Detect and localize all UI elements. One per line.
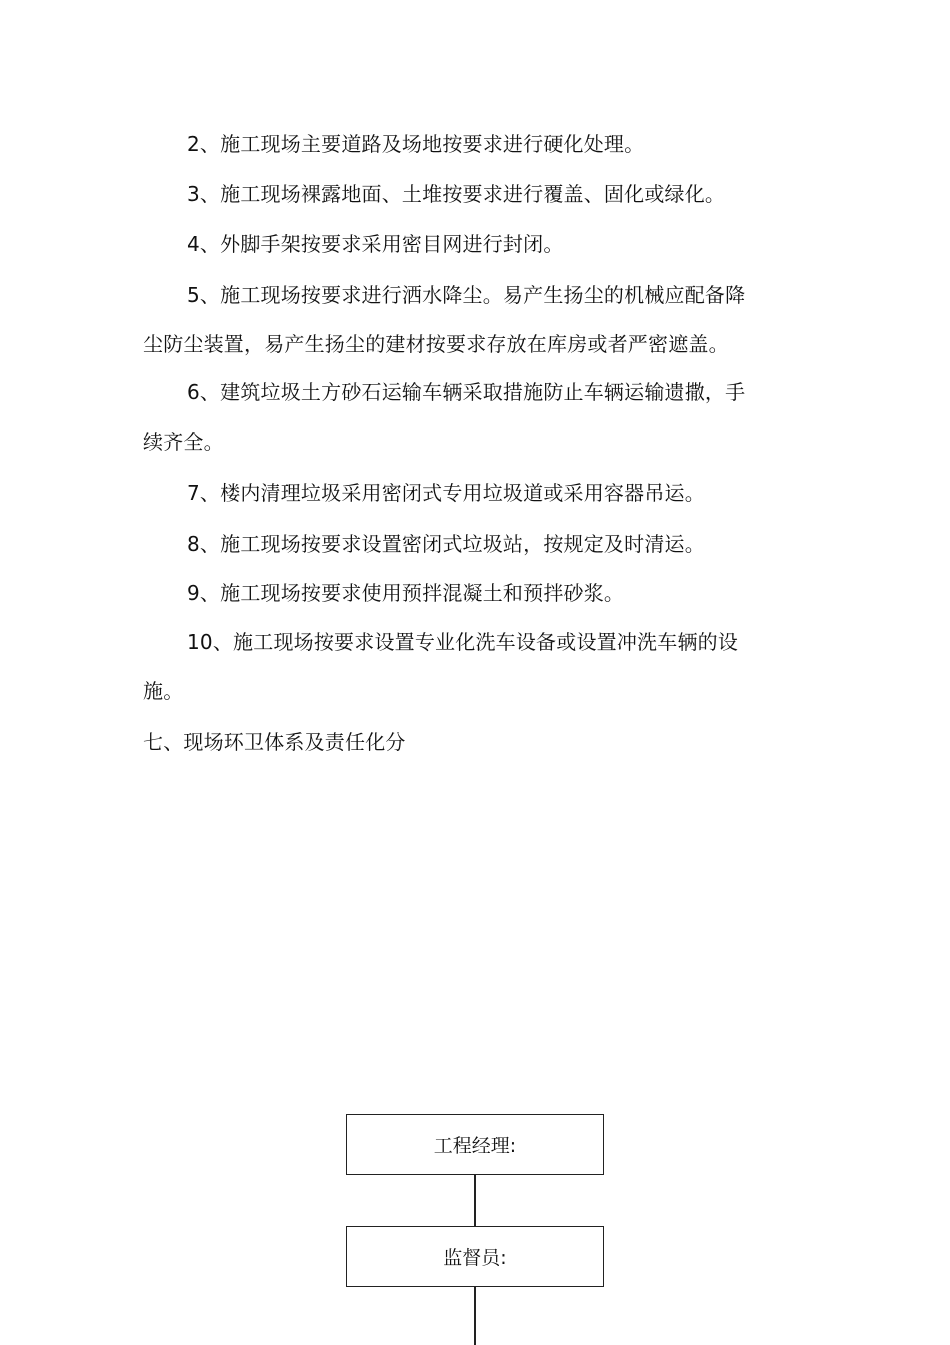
list-item-4: 4、外脚手架按要求采用密目网进行封闭。 [187,232,564,256]
list-item-6-line-2: 续齐全。 [143,430,224,454]
section-heading: 七、现场环卫体系及责任化分 [143,730,406,754]
org-box-label: 工程经理: [433,1135,517,1157]
org-box-project-manager [346,1114,604,1175]
list-item-5-line-1: 5、施工现场按要求进行洒水降尘。易产生扬尘的机械应配备降 [187,283,746,307]
list-item-3: 3、施工现场裸露地面、土堆按要求进行覆盖、固化或绿化。 [187,182,726,206]
list-item-6-line-1: 6、建筑垃圾土方砂石运输车辆采取措施防止车辆运输遗撒，手 [187,380,746,404]
org-box-supervisor [346,1226,604,1287]
org-box-label: 监督员: [443,1247,507,1269]
list-item-8: 8、施工现场按要求设置密闭式垃圾站，按规定及时清运。 [187,532,705,556]
list-item-10-line-1: 10、施工现场按要求设置专业化洗车设备或设置冲洗车辆的设 [187,630,739,654]
list-item-2: 2、施工现场主要道路及场地按要求进行硬化处理。 [187,132,645,156]
list-item-10-line-2: 施。 [143,679,184,703]
org-connector [474,1175,476,1226]
org-connector [474,1287,476,1345]
list-item-5-line-2: 尘防尘装置，易产生扬尘的建材按要求存放在库房或者严密遮盖。 [143,332,729,356]
list-item-7: 7、楼内清理垃圾采用密闭式专用垃圾道或采用容器吊运。 [187,481,705,505]
list-item-9: 9、施工现场按要求使用预拌混凝土和预拌砂浆。 [187,581,625,605]
